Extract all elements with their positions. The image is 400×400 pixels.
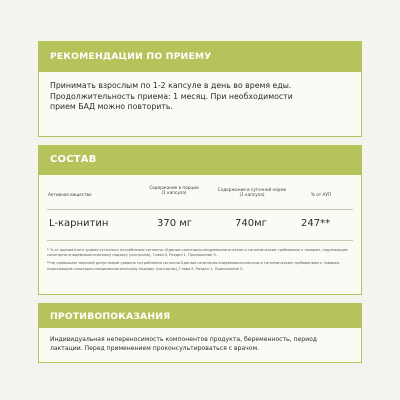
recommendations-line: Принимать взрослым по 1-2 капсуле в день во время еды. — [50, 81, 292, 90]
recommendations-title: РЕКОМЕНДАЦИИ ПО ПРИЕМУ — [39, 42, 361, 72]
recommendations-line: Продолжительность приема: 1 месяц. При необходимости — [50, 91, 293, 101]
contraindications-title: ПРОТИВОПОКАЗАНИЯ — [39, 304, 361, 328]
cell-substance: L-карнитин — [49, 218, 109, 229]
composition-card — [38, 145, 362, 295]
cell-aup: 247** — [301, 218, 331, 229]
recommendations-text — [39, 72, 361, 113]
footnotes — [47, 248, 353, 275]
contraindications-line: лактации. Перед применением проконсультироваться с врачом. — [50, 345, 260, 352]
table-divider — [47, 240, 353, 241]
table-row — [39, 211, 361, 241]
col-header-substance: Активное вещество — [48, 192, 92, 197]
col-header-aup: % от АУП — [310, 192, 332, 197]
footnote: **не превышает верхний допустимый уровень потребления согласно Единым санитарно-эпидемиологическим и гигиеническим требованиям к товарам, подлежащим санитарно-эпидемиологическому надзору (контролю), Глава II, Раздел 1, Приложение 5. — [47, 261, 341, 271]
table-divider — [47, 209, 353, 210]
col-header-per-day: Содержание в суточной норме (1 капсула) — [217, 187, 287, 197]
cell-per-serving: 370 мг — [157, 218, 193, 229]
recommendations-line: прием БАД можно повторить. — [50, 102, 173, 112]
contraindications-card — [38, 303, 362, 363]
footnote: * % от адекватного уровня суточного потребления согласно «Единые санитарно-эпидемиологические и гигиенические требования к товарам, подлежащим санитарно-эпидемиологическому надзору (контролю), Глава II, Раздел 1, Приложение 5. — [47, 248, 348, 258]
contraindications-text — [39, 328, 361, 353]
contraindications-line: Индивидуальная непереносимость компонентов продукта, беременность, период — [50, 336, 318, 343]
cell-per-day: 740мг — [235, 218, 267, 229]
recommendations-card — [38, 41, 362, 137]
composition-table-header — [39, 175, 361, 211]
composition-title: СОСТАВ — [39, 146, 361, 175]
col-header-per-serving: Содержание в порции (1 капсула) — [149, 185, 199, 195]
